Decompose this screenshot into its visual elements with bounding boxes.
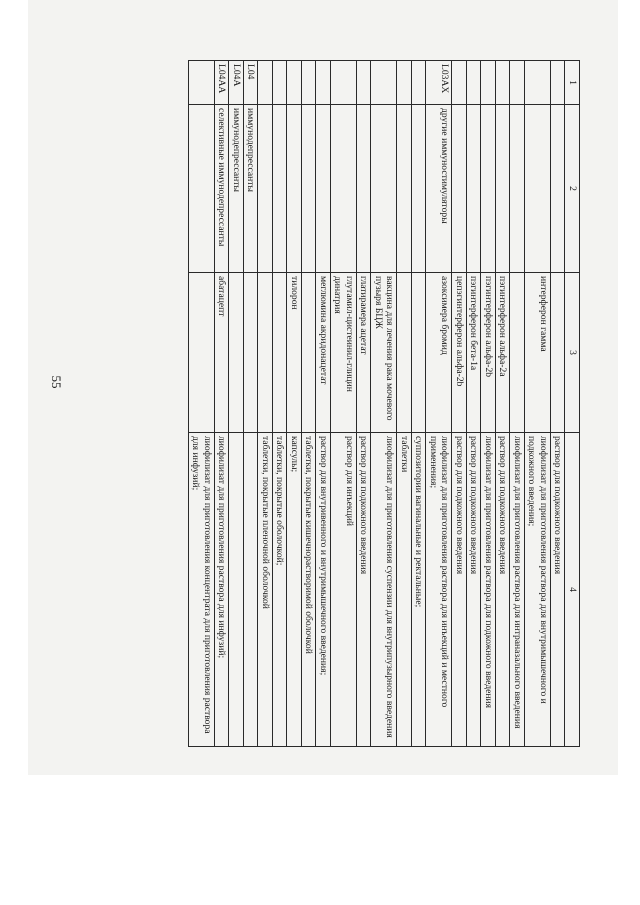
atc-code-cell: [287, 61, 302, 105]
atc-code-cell: [510, 61, 525, 105]
table-row: [357, 61, 372, 747]
group-name-cell: [273, 105, 288, 273]
atc-code-cell: [331, 61, 357, 105]
table-row: [287, 61, 302, 747]
drug-name-cell: цепэгинтерферон альфа-2b: [452, 273, 467, 433]
dosage-form-cell: лиофилизат для приготовления раствора для инфузий;: [215, 433, 230, 747]
group-name-cell: селективные иммунодепрессанты: [215, 105, 230, 273]
drug-name-cell: вакцина для лечения рака мочевого пузыря БЦЖ: [371, 273, 397, 433]
atc-code-cell: [302, 61, 317, 105]
dosage-form-cell: лиофилизат для приготовления раствора для инъекций и местного применения;: [426, 433, 452, 747]
table-row: [215, 61, 230, 747]
dosage-form-cell: лиофилизат для приготовления раствора для внутримышечного и подкожного введения;: [525, 433, 551, 747]
drug-name-cell: пэгинтерферон альфа-2b: [481, 273, 496, 433]
table-row: [481, 61, 496, 747]
dosage-form-cell: раствор для подкожного введения: [496, 433, 511, 747]
page-margin: [0, 775, 640, 905]
dosage-form-cell: [244, 433, 259, 747]
group-name-cell: иммунодепрессанты: [229, 105, 244, 273]
group-name-cell: [467, 105, 482, 273]
dosage-form-cell: таблетки, покрытые кишечнорастворимой оболочкой: [302, 433, 317, 747]
dosage-form-cell: раствор для подкожного введения: [467, 433, 482, 747]
atc-code-cell: L04A: [229, 61, 244, 105]
atc-code-cell: [525, 61, 551, 105]
atc-code-cell: [371, 61, 397, 105]
atc-code-cell: [452, 61, 467, 105]
atc-code-cell: L04AA: [215, 61, 230, 105]
group-name-cell: другие иммуностимуляторы: [426, 105, 452, 273]
header-cell: 2: [565, 105, 580, 273]
header-cell: 3: [565, 273, 580, 433]
table-row: [316, 61, 331, 747]
atc-code-cell: [258, 61, 273, 105]
group-name-cell: [331, 105, 357, 273]
table-row: [412, 61, 427, 747]
table-row: [331, 61, 357, 747]
header-cell: 1: [565, 61, 580, 105]
table-row: [229, 61, 244, 747]
atc-code-cell: [412, 61, 427, 105]
drug-name-cell: интерферон гамма: [525, 273, 551, 433]
group-name-cell: [525, 105, 551, 273]
group-name-cell: [302, 105, 317, 273]
group-name-cell: [287, 105, 302, 273]
drug-table: [188, 60, 580, 747]
table-row: [371, 61, 397, 747]
group-name-cell: [510, 105, 525, 273]
dosage-form-cell: раствор для подкожного введения: [357, 433, 372, 747]
drug-name-cell: тилорон: [287, 273, 302, 433]
drug-name-cell: [189, 273, 215, 433]
group-name-cell: [481, 105, 496, 273]
atc-code-cell: [467, 61, 482, 105]
drug-name-cell: глатирамера ацетат: [357, 273, 372, 433]
dosage-form-cell: лиофилизат для приготовления раствора для подкожного введения: [481, 433, 496, 747]
table-row: [273, 61, 288, 747]
atc-code-cell: L03AX: [426, 61, 452, 105]
dosage-form-cell: лиофилизат для приготовления раствора для интраназального введения: [510, 433, 525, 747]
dosage-form-cell: таблетки, покрытые пленочной оболочкой: [258, 433, 273, 747]
dosage-form-cell: лиофилизат для приготовления концентрата для приготовления раствора для инфузий;: [189, 433, 215, 747]
atc-code-cell: [316, 61, 331, 105]
drug-name-cell: пэгинтерферон бета-1a: [467, 273, 482, 433]
drug-name-cell: [244, 273, 259, 433]
group-name-cell: [258, 105, 273, 273]
drug-name-cell: азоксимера бромид: [426, 273, 452, 433]
group-name-cell: [412, 105, 427, 273]
atc-code-cell: [189, 61, 215, 105]
drug-name-cell: [302, 273, 317, 433]
drug-name-cell: [397, 273, 412, 433]
header-cell: 4: [565, 433, 580, 747]
dosage-form-cell: раствор для внутривенного и внутримышечного введения;: [316, 433, 331, 747]
atc-code-cell: L04: [244, 61, 259, 105]
drug-name-cell: пэгинтерферон альфа-2a: [496, 273, 511, 433]
table-row: [302, 61, 317, 747]
table-row: [551, 61, 566, 747]
group-name-cell: [189, 105, 215, 273]
dosage-form-cell: раствор для подкожного введения: [551, 433, 566, 747]
drug-name-cell: [273, 273, 288, 433]
page-number: 55: [49, 375, 64, 389]
drug-name-cell: глутамил-цистеинил-глицин динатрия: [331, 273, 357, 433]
group-name-cell: [357, 105, 372, 273]
dosage-form-cell: раствор для инъекций: [331, 433, 357, 747]
group-name-cell: [496, 105, 511, 273]
atc-code-cell: [496, 61, 511, 105]
table-row: [426, 61, 452, 747]
drug-name-cell: [510, 273, 525, 433]
drug-name-cell: [551, 273, 566, 433]
dosage-form-cell: суппозитории вагинальные и ректальные;: [412, 433, 427, 747]
atc-code-cell: [357, 61, 372, 105]
table-row: [452, 61, 467, 747]
rotated-table-container: [98, 60, 580, 746]
group-name-cell: [551, 105, 566, 273]
dosage-form-cell: раствор для подкожного введения: [452, 433, 467, 747]
dosage-form-cell: капсулы;: [287, 433, 302, 747]
atc-code-cell: [397, 61, 412, 105]
atc-code-cell: [551, 61, 566, 105]
atc-code-cell: [273, 61, 288, 105]
drug-name-cell: [258, 273, 273, 433]
drug-name-cell: меглюмина акридонацетат: [316, 273, 331, 433]
table-body: [189, 61, 566, 747]
drug-name-cell: абатацепт: [215, 273, 230, 433]
drug-name-cell: [229, 273, 244, 433]
dosage-form-cell: таблетки, покрытые оболочкой;: [273, 433, 288, 747]
drug-name-cell: [412, 273, 427, 433]
dosage-form-cell: таблетки: [397, 433, 412, 747]
table-row: [397, 61, 412, 747]
table-row: [244, 61, 259, 747]
table-row: [510, 61, 525, 747]
table-row: [467, 61, 482, 747]
atc-code-cell: [481, 61, 496, 105]
table-header-row: [565, 61, 580, 747]
group-name-cell: [316, 105, 331, 273]
table-row: [189, 61, 215, 747]
table-row: [525, 61, 551, 747]
group-name-cell: [397, 105, 412, 273]
dosage-form-cell: [229, 433, 244, 747]
table-row: [496, 61, 511, 747]
group-name-cell: иммунодепрессанты: [244, 105, 259, 273]
group-name-cell: [452, 105, 467, 273]
table-row: [258, 61, 273, 747]
group-name-cell: [371, 105, 397, 273]
dosage-form-cell: лиофилизат для приготовления суспензии для внутрипузырного введения: [371, 433, 397, 747]
